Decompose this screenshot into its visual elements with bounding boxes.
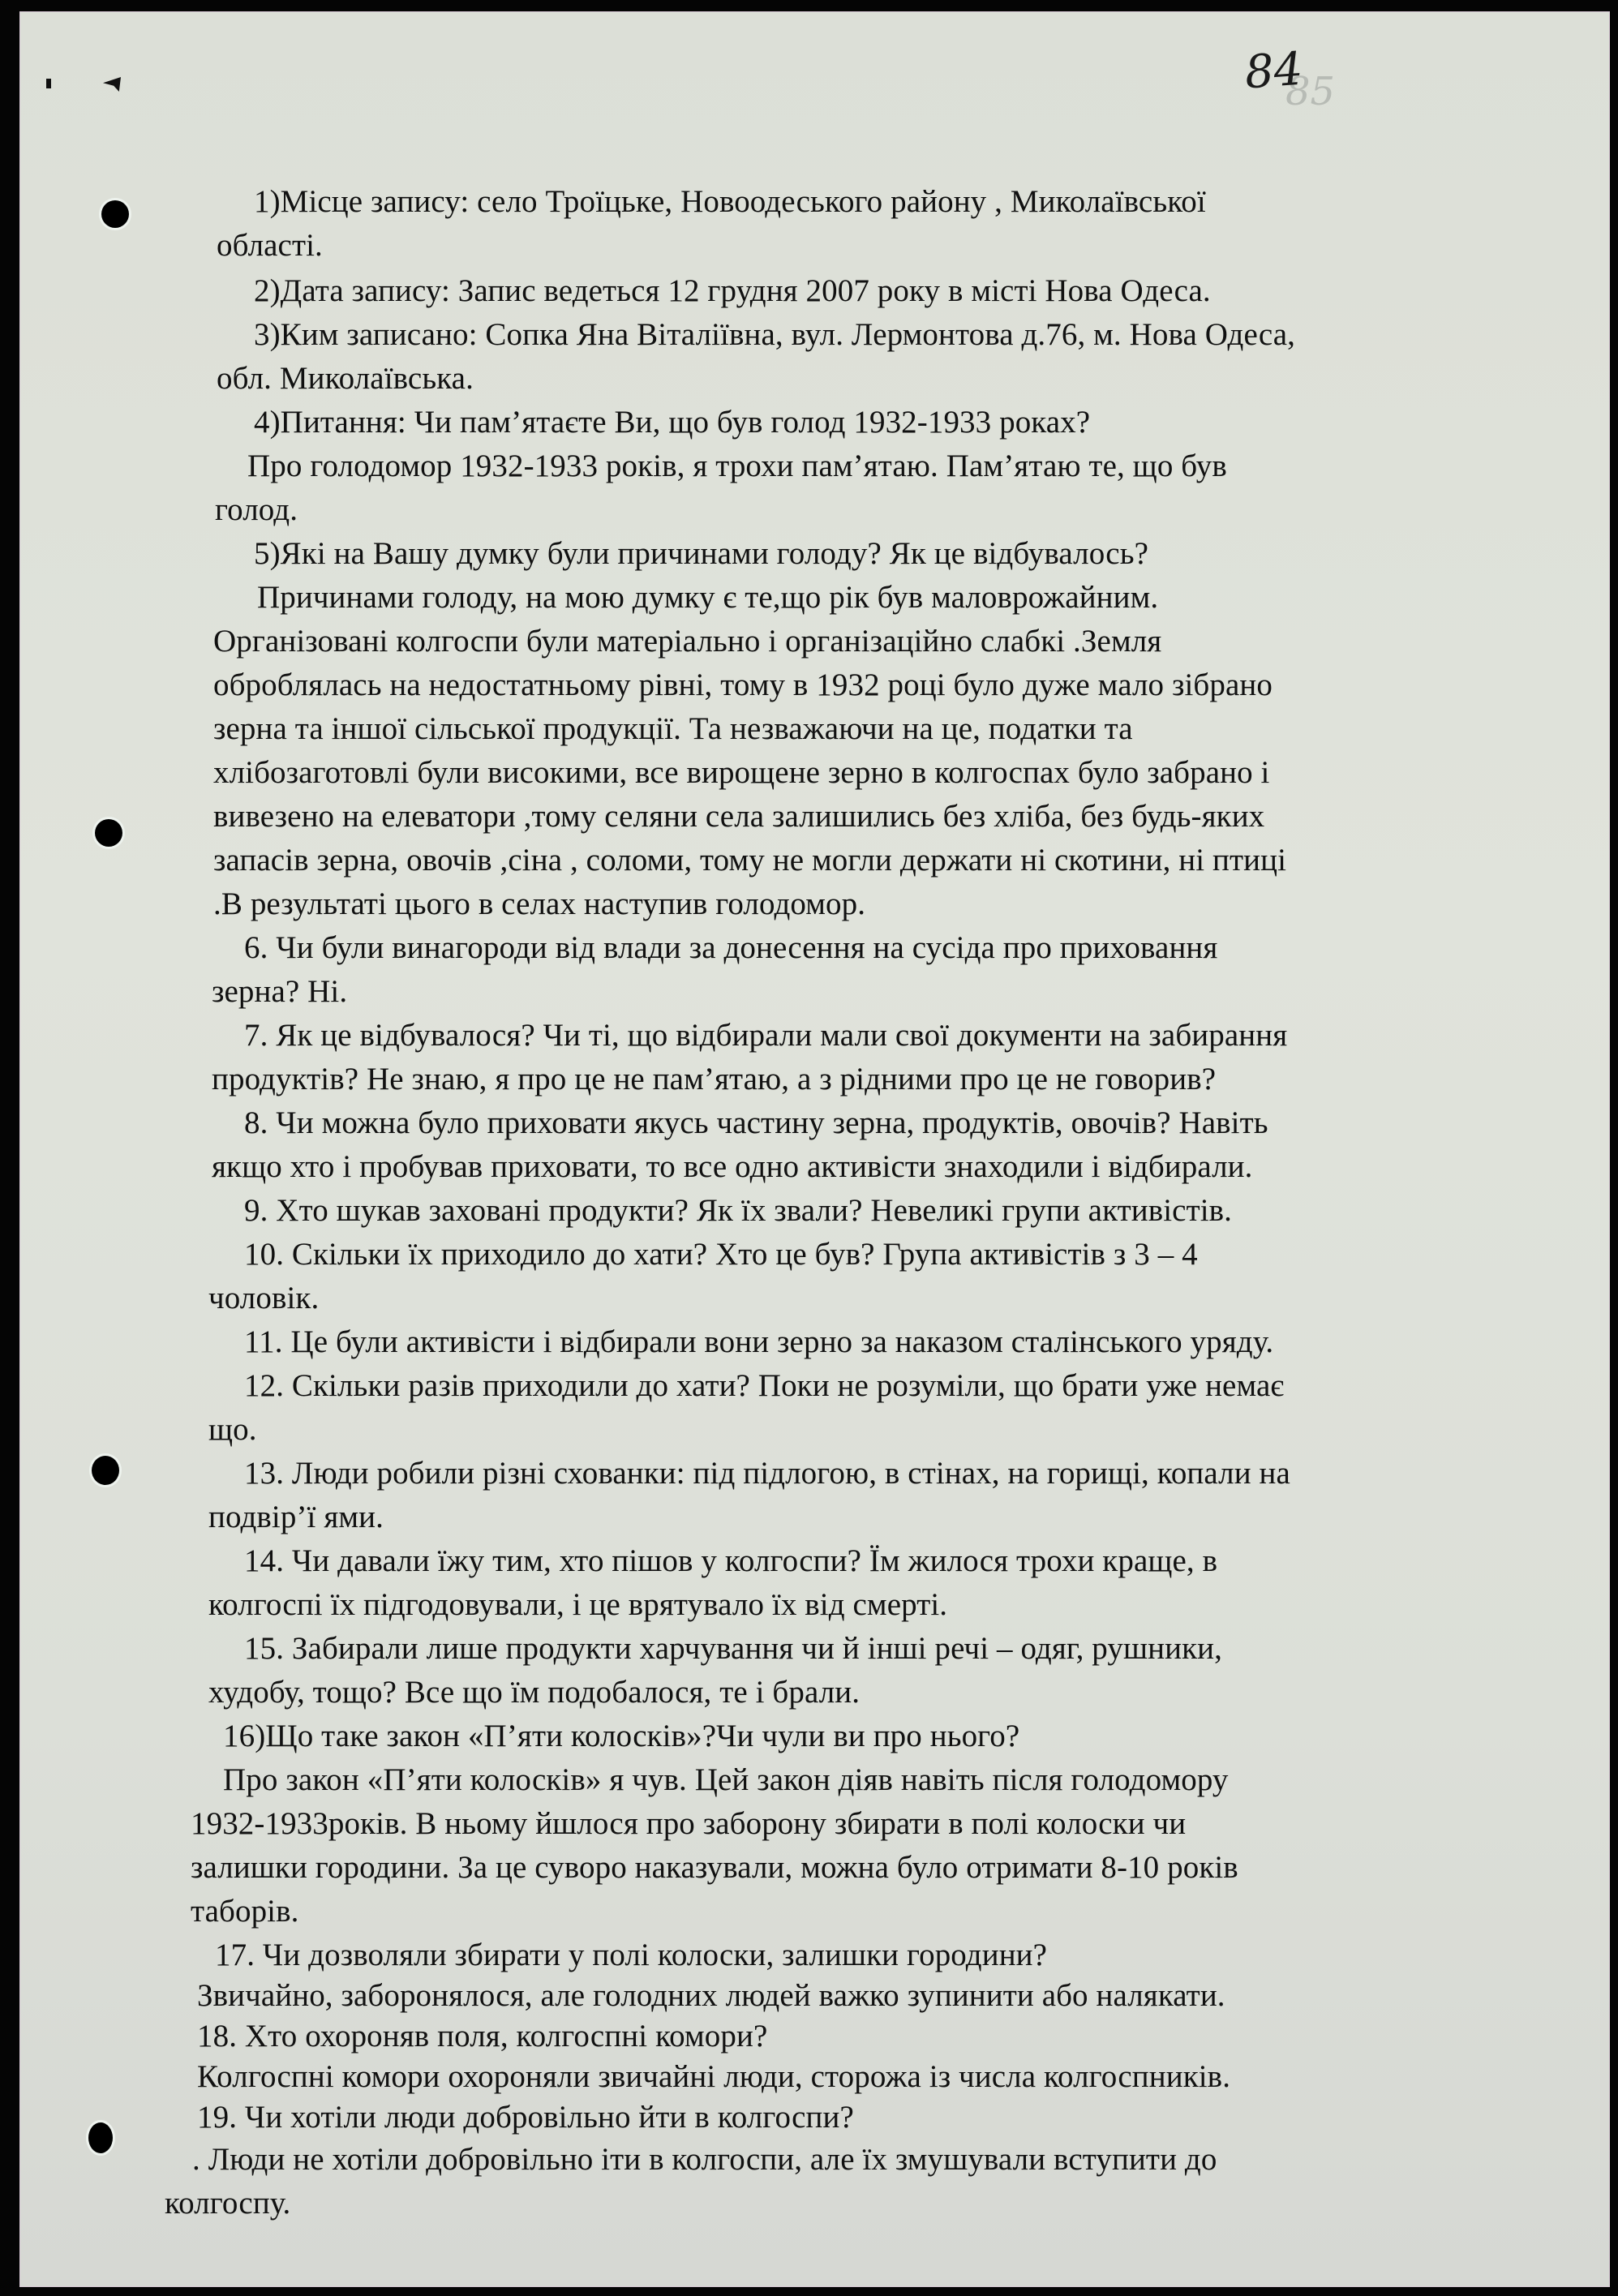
page-number-handwritten: 84: [1242, 42, 1305, 100]
text-line: колгоспу.: [165, 2186, 291, 2221]
text-line: зерна та іншої сільської продукції. Та незважаючи на це, податки та: [213, 711, 1133, 746]
page-number-faint: 85: [1285, 69, 1336, 114]
text-line: що.: [208, 1412, 257, 1447]
document-body: [20, 12, 1609, 2286]
text-line: 7. Як це відбувалося? Чи ті, що відбирали мали свої документи на забирання: [244, 1018, 1288, 1053]
text-line: худобу, тощо? Все що їм подобалося, те і брали.: [208, 1675, 861, 1710]
text-line: області.: [217, 228, 323, 263]
text-line: 9. Хто шукав заховані продукти? Як їх звали? Невеликі групи активістів.: [244, 1193, 1233, 1228]
text-line: Колгоспні комори охороняли звичайні люди, сторожа із числа колгоспників.: [197, 2059, 1231, 2094]
text-line: Про голодомор 1932-1933 років, я трохи пам’ятаю. Пам’ятаю те, що був: [247, 448, 1227, 483]
text-line: обл. Миколаївська.: [217, 361, 474, 396]
text-line: подвір’ї ями.: [208, 1500, 384, 1534]
text-line: 14. Чи давали їжу тим, хто пішов у колгоспи? Їм жилося трохи краще, в: [244, 1543, 1218, 1578]
text-line: Організовані колгоспи були матеріально і організаційно слабкі .Земля: [213, 624, 1162, 659]
text-line: 10. Скільки їх приходило до хати? Хто це був? Група активістів з 3 – 4: [244, 1237, 1198, 1272]
text-line: . Люди не хотіли добровільно іти в колгоспи, але їх змушували вступити до: [192, 2142, 1217, 2177]
text-line: 16)Що таке закон «П’яти колосків»?Чи чули ви про нього?: [223, 1719, 1020, 1753]
text-line: 2)Дата запису: Запис ведеться 12 грудня 2007 року в місті Нова Одеса.: [254, 273, 1211, 308]
text-line: 19. Чи хотіли люди добровільно йти в колгоспи?: [197, 2100, 854, 2135]
text-line: 5)Які на Вашу думку були причинами голоду? Як це відбувалось?: [254, 536, 1148, 571]
text-line: 6. Чи були винагороди від влади за донесення на сусіда про приховання: [244, 930, 1218, 965]
text-line: Про закон «П’яти колосків» я чув. Цей закон діяв навіть після голодомору: [223, 1762, 1229, 1797]
text-line: колгоспі їх підгодовували, і це врятувало їх від смерті.: [208, 1587, 948, 1622]
text-line: якщо хто і пробував приховати, то все одно активісти знаходили і відбирали.: [212, 1149, 1253, 1184]
text-line: оброблялась на недостатньому рівні, тому в 1932 році було дуже мало зібрано: [213, 667, 1273, 702]
text-line: Причинами голоду, на мою думку є те,що рік був маловрожайним.: [257, 580, 1159, 615]
text-line: 15. Забирали лише продукти харчування чи й інші речі – одяг, рушники,: [244, 1631, 1222, 1666]
text-line: зерна? Ні.: [212, 974, 348, 1009]
document-page: [19, 11, 1610, 2287]
text-line: хлібозаготовлі були високими, все вирощене зерно в колгоспах було забрано і: [213, 755, 1270, 790]
text-line: 8. Чи можна було приховати якусь частину зерна, продуктів, овочів? Навіть: [244, 1105, 1268, 1140]
text-line: 1932-1933років. В ньому йшлося про заборону збирати в полі колоски чи: [191, 1806, 1187, 1841]
text-line: 4)Питання: Чи пам’ятаєте Ви, що був голод 1932-1933 роках?: [254, 405, 1091, 440]
text-line: 12. Скільки разів приходили до хати? Поки не розуміли, що брати уже немає: [244, 1368, 1285, 1403]
text-line: залишки городини. За це суворо наказували, можна було отримати 8-10 років: [191, 1850, 1238, 1885]
text-line: 11. Це були активісти і відбирали вони зерно за наказом сталінського уряду.: [244, 1324, 1274, 1359]
text-line: запасів зерна, овочів ,сіна , соломи, тому не могли держати ні скотини, ні птиці: [213, 843, 1287, 878]
text-line: 3)Ким записано: Сопка Яна Віталіївна, вул. Лермонтова д.76, м. Нова Одеса,: [254, 317, 1295, 352]
text-line: продуктів? Не знаю, я про це не пам’ятаю, а з рідними про це не говорив?: [212, 1062, 1217, 1097]
text-line: вивезено на елеватори ,тому селяни села залишились без хліба, без будь-яких: [213, 799, 1265, 834]
text-line: .В результаті цього в селах наступив голодомор.: [213, 886, 866, 921]
text-line: голод.: [215, 492, 298, 527]
text-line: таборів.: [191, 1894, 299, 1929]
text-line: Звичайно, заборонялося, але голодних людей важко зупинити або налякати.: [197, 1978, 1225, 2013]
text-line: 17. Чи дозволяли збирати у полі колоски, залишки городини?: [215, 1938, 1048, 1972]
text-line: 13. Люди робили різні схованки: під підлогою, в стінах, на горищі, копали на: [244, 1456, 1290, 1491]
text-line: 18. Хто охороняв поля, колгоспні комори?: [197, 2019, 768, 2054]
text-line: чоловік.: [208, 1281, 320, 1315]
text-line: 1)Місце запису: село Троїцьке, Новоодеського району , Миколаївської: [254, 184, 1206, 219]
